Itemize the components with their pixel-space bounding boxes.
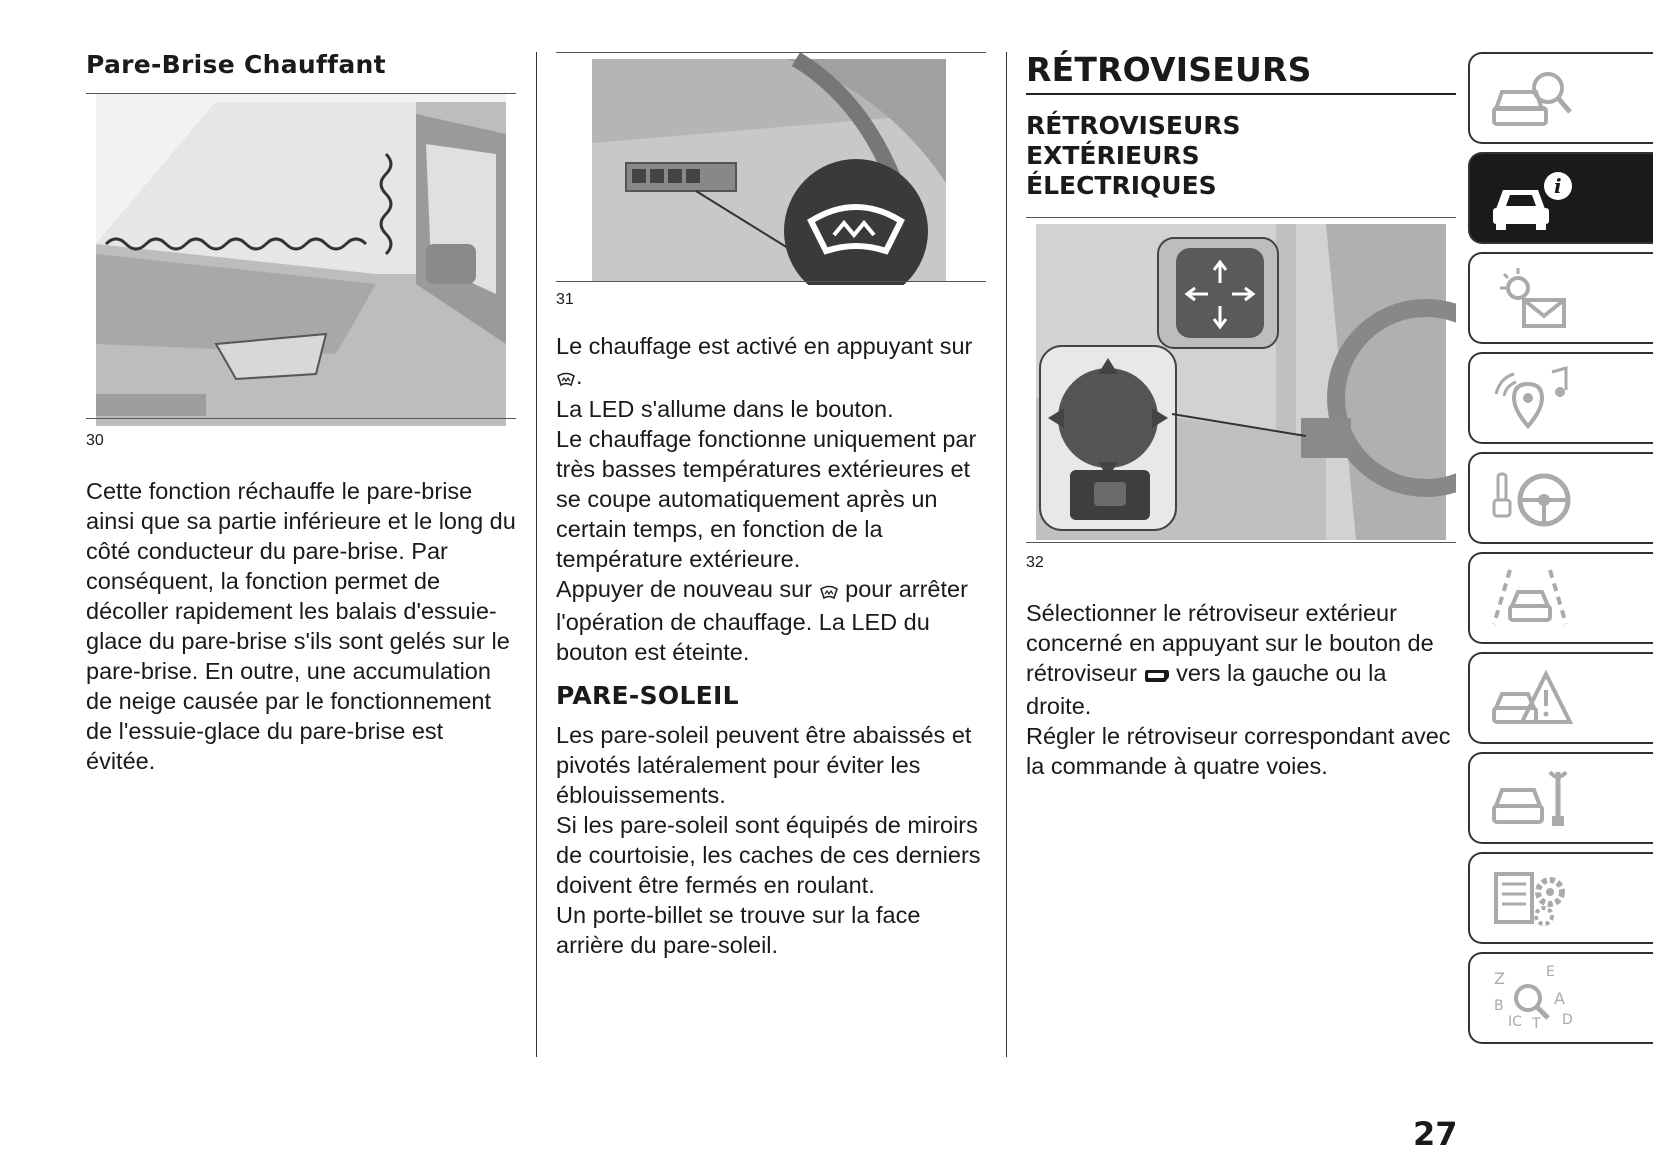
chapter-tabs — [1468, 52, 1653, 1052]
column-3 — [1026, 50, 1456, 781]
figure-32-mirror-control-image — [1026, 218, 1456, 548]
paragraph-description — [86, 476, 516, 776]
steering-wheel-key-icon — [1488, 464, 1578, 534]
tab-lane-assist[interactable] — [1468, 552, 1653, 644]
column-2 — [556, 50, 986, 960]
column-1 — [86, 50, 516, 776]
car-info-icon — [1488, 164, 1578, 234]
figure-30-windshield-image — [86, 94, 516, 426]
heated-windshield-illustration — [86, 94, 516, 426]
tab-driving[interactable] — [1468, 452, 1653, 544]
sun-visor-text — [556, 720, 986, 960]
heating-instructions — [556, 331, 986, 667]
svg-text:IC: IC — [1508, 1014, 1522, 1030]
svg-text:Z: Z — [1494, 969, 1505, 988]
svg-text:T: T — [1532, 1016, 1541, 1032]
section-title-pare-brise-chauffant: Pare-Brise Chauffant — [86, 50, 386, 79]
windshield-defrost-icon — [556, 364, 576, 394]
subsection-title: RÉTROVISEURS EXTÉRIEURS ÉLECTRIQUES — [1026, 111, 1241, 200]
paragraph: Les pare-soleil peuvent être abaissés et pivotés latéralement pour éviter les éblouissements. — [556, 722, 972, 808]
car-maintenance-icon — [1488, 764, 1578, 834]
car-emergency-icon — [1488, 664, 1578, 734]
column-divider — [1006, 52, 1007, 1057]
paragraph: Cette fonction réchauffe le pare-brise ainsi que sa partie inférieure et le long du côté conducteur du pare-brise. Par conséquent, la fonction permet de décoller rapidement les balais d'essuie-glace du pare-brise s'ils sont gelés sur le pare-brise. En outre, une accumulation de neige causée par le fonctionnement de l'essuie-glace du pare-brise est évitée. — [86, 478, 516, 774]
windshield-defrost-icon — [819, 577, 839, 607]
mirror-control-illustration — [1026, 218, 1456, 548]
car-lane-assist-icon — [1488, 564, 1578, 634]
title-rule — [1026, 93, 1456, 95]
warning-lights-message-icon — [1488, 264, 1578, 334]
mirror-button-icon — [1144, 661, 1170, 691]
tab-maintenance[interactable] — [1468, 752, 1653, 844]
tab-specifications[interactable] — [1468, 852, 1653, 944]
paragraph: Si les pare-soleil sont équipés de miroirs de courtoisie, les caches de ces derniers doivent être fermés en roulant. — [556, 812, 981, 898]
paragraph: Régler le rétroviseur correspondant avec la commande à quatre voies. — [1026, 723, 1451, 779]
section-title-pare-soleil: PARE-SOLEIL — [556, 681, 739, 710]
figure-number: 31 — [556, 291, 574, 308]
column-divider — [536, 52, 537, 1057]
svg-text:A: A — [1554, 989, 1565, 1008]
figure-number: 32 — [1026, 554, 1044, 571]
paragraph: Un porte-billet se trouve sur la face arrière du pare-soleil. — [556, 902, 921, 958]
svg-text:D: D — [1562, 1012, 1573, 1028]
chapter-title: RÉTROVISEURS — [1026, 50, 1312, 89]
paragraph: La LED s'allume dans le bouton. — [556, 396, 894, 422]
figure-31-dashboard-image — [556, 53, 986, 285]
tab-warning-lights[interactable] — [1468, 252, 1653, 344]
page-number: 27 — [1413, 1115, 1458, 1153]
multimedia-navigation-icon — [1488, 364, 1578, 434]
tab-emergency[interactable] — [1468, 652, 1653, 744]
paragraph: Sélectionner le rétroviseur extérieur concerné en appuyant sur le bouton de rétroviseur vers la gauche ou la droite. — [1026, 600, 1434, 719]
svg-text:B: B — [1494, 998, 1504, 1014]
tab-car-search[interactable] — [1468, 52, 1653, 144]
specifications-gear-icon — [1488, 864, 1578, 934]
figure-number: 30 — [86, 432, 104, 449]
tab-car-info[interactable] — [1468, 152, 1653, 244]
alphabetical-index-icon — [1488, 964, 1578, 1034]
defrost-button-illustration — [556, 53, 986, 285]
paragraph: Le chauffage est activé en appuyant sur . — [556, 331, 986, 394]
tab-multimedia[interactable] — [1468, 352, 1653, 444]
paragraph: Appuyer de nouveau sur pour arrêter l'opération de chauffage. La LED du bouton est éteinte. — [556, 576, 968, 665]
car-search-icon — [1488, 64, 1578, 134]
mirror-instructions — [1026, 598, 1456, 781]
paragraph: Le chauffage fonctionne uniquement par très basses températures extérieures et se coupe automatiquement après un certain temps, en fonction de la température extérieure. — [556, 426, 977, 572]
tab-index[interactable] — [1468, 952, 1653, 1044]
svg-text:E: E — [1546, 964, 1555, 980]
svg-text:i: i — [1554, 174, 1562, 198]
